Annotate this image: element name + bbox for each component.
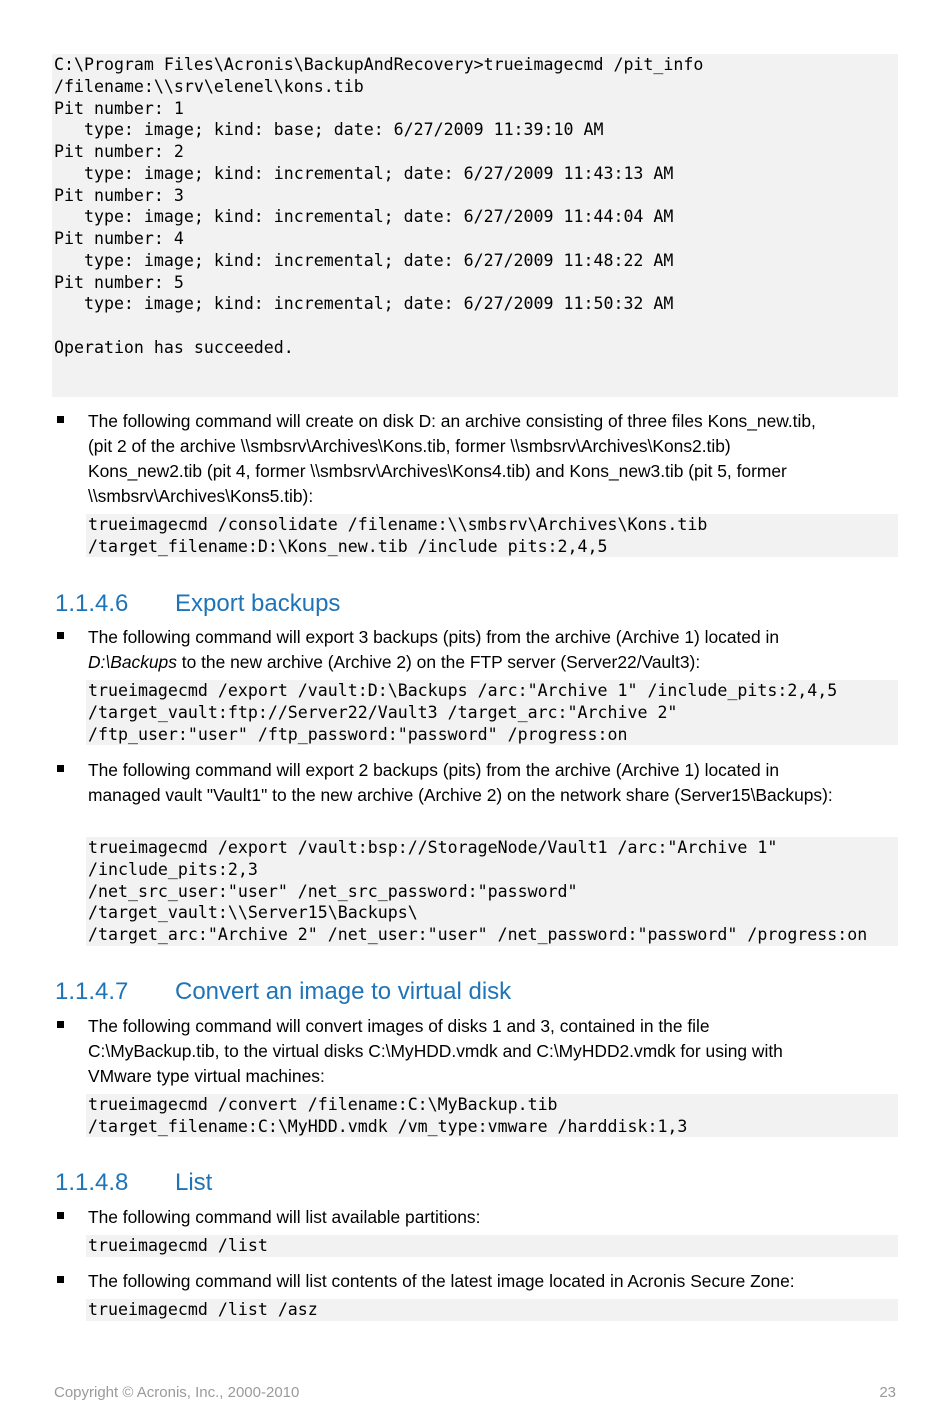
code-line: type: image; kind: incremental; date: 6/27/2009 11:43:13 AM (54, 164, 674, 183)
code-line: trueimagecmd /consolidate /filename:\\smbsrv\Archives\Kons.tib (88, 515, 708, 534)
code-line: trueimagecmd /convert /filename:C:\MyBackup.tib (88, 1095, 558, 1114)
paragraph-line: The following command will create on disk D: an archive consisting of three files Kons_new.tib, (88, 411, 816, 431)
bullet-icon (57, 1021, 64, 1028)
footer-copyright: Copyright © Acronis, Inc., 2000-2010 (54, 1384, 300, 1401)
path-italic: D:\Backups (88, 652, 177, 672)
paragraph-line: VMware type virtual machines: (88, 1066, 325, 1086)
section-number: 1.1.4.7 (55, 978, 129, 1005)
code-line: trueimagecmd /list /asz (88, 1300, 318, 1319)
paragraph-line: Kons_new2.tib (pit 4, former \\smbsrv\Archives\Kons4.tib) and Kons_new3.tib (pit 5, former (88, 461, 787, 481)
code-line: trueimagecmd /export /vault:bsp://StorageNode/Vault1 /arc:"Archive 1" (88, 838, 778, 857)
paragraph-line: The following command will convert images of disks 1 and 3, contained in the file (88, 1016, 710, 1036)
code-line: type: image; kind: incremental; date: 6/27/2009 11:50:32 AM (54, 294, 674, 313)
code-line: type: image; kind: incremental; date: 6/27/2009 11:48:22 AM (54, 251, 674, 270)
code-line: C:\Program Files\Acronis\BackupAndRecovery>trueimagecmd /pit_info (54, 55, 704, 74)
paragraph-line: C:\MyBackup.tib, to the virtual disks C:\MyHDD.vmdk and C:\MyHDD2.vmdk for using with (88, 1041, 783, 1061)
section-number: 1.1.4.8 (55, 1169, 129, 1196)
bullet-icon (57, 416, 64, 423)
paragraph-line: The following command will export 3 backups (pits) from the archive (Archive 1) located in (88, 627, 780, 647)
code-line: Pit number: 5 (54, 273, 184, 292)
section-heading-export-backups (55, 590, 340, 618)
bullet-icon (57, 1212, 64, 1219)
code-line: /target_filename:D:\Kons_new.tib /include pits:2,4,5 (88, 537, 608, 556)
code-line: Pit number: 4 (54, 229, 184, 248)
bullet-icon (57, 632, 64, 639)
code-line: /include_pits:2,3 (88, 860, 258, 879)
code-line: Pit number: 2 (54, 142, 184, 161)
code-line: Pit number: 3 (54, 186, 184, 205)
code-line: /ftp_user:"user" /ftp_password:"password" /progress:on (88, 725, 628, 744)
code-line: /target_arc:"Archive 2" /net_user:"user" /net_password:"password" /progress:on (88, 925, 868, 944)
convert-command-block (86, 1094, 898, 1137)
section-heading-list (55, 1169, 212, 1197)
code-line: type: image; kind: incremental; date: 6/27/2009 11:44:04 AM (54, 207, 674, 226)
code-line: Operation has succeeded. (54, 338, 294, 357)
paragraph-line: \\smbsrv\Archives\Kons5.tib): (88, 486, 314, 506)
bullet-icon (57, 765, 64, 772)
code-line: Pit number: 1 (54, 99, 184, 118)
paragraph-text: to the new archive (Archive 2) on the FTP server (Server22/Vault3): (176, 652, 701, 672)
list-command-block (86, 1235, 898, 1257)
consolidate-command-block (86, 514, 898, 557)
paragraph-line: managed vault "Vault1" to the new archive (Archive 2) on the network share (Server15\Backups): (88, 785, 833, 805)
code-line: trueimagecmd /list (88, 1236, 268, 1255)
pit-info-output-block (52, 54, 898, 397)
section-number: 1.1.4.6 (55, 590, 129, 617)
paragraph-line: The following command will list contents of the latest image located in Acronis Secure Zone: (88, 1271, 795, 1291)
code-line: /target_vault:\\Server15\Backups\ (88, 903, 418, 922)
paragraph-line: The following command will export 2 backups (pits) from the archive (Archive 1) located in (88, 760, 780, 780)
paragraph-line (88, 650, 700, 675)
section-title: Convert an image to virtual disk (175, 978, 512, 1005)
export-network-command-block (86, 837, 898, 946)
bullet-icon (57, 1276, 64, 1283)
code-line: /target_filename:C:\MyHDD.vmdk /vm_type:vmware /harddisk:1,3 (88, 1117, 688, 1136)
paragraph-line: The following command will list available partitions: (88, 1207, 481, 1227)
code-line: type: image; kind: base; date: 6/27/2009 11:39:10 AM (54, 120, 604, 139)
section-heading-convert (55, 978, 511, 1006)
code-line: /net_src_user:"user" /net_src_password:"password" (88, 882, 578, 901)
footer-page-number: 23 (879, 1384, 896, 1401)
export-ftp-command-block (86, 680, 898, 745)
list-asz-command-block (86, 1299, 898, 1321)
code-line: trueimagecmd /export /vault:D:\Backups /arc:"Archive 1" /include_pits:2,4,5 (88, 681, 838, 700)
section-title: List (175, 1169, 213, 1196)
paragraph-line: (pit 2 of the archive \\smbsrv\Archives\Kons.tib, former \\smbsrv\Archives\Kons2.tib) (88, 436, 731, 456)
code-line: /filename:\\srv\elenel\kons.tib (54, 77, 364, 96)
code-line: /target_vault:ftp://Server22/Vault3 /target_arc:"Archive 2" (88, 703, 678, 722)
section-title: Export backups (175, 590, 341, 617)
